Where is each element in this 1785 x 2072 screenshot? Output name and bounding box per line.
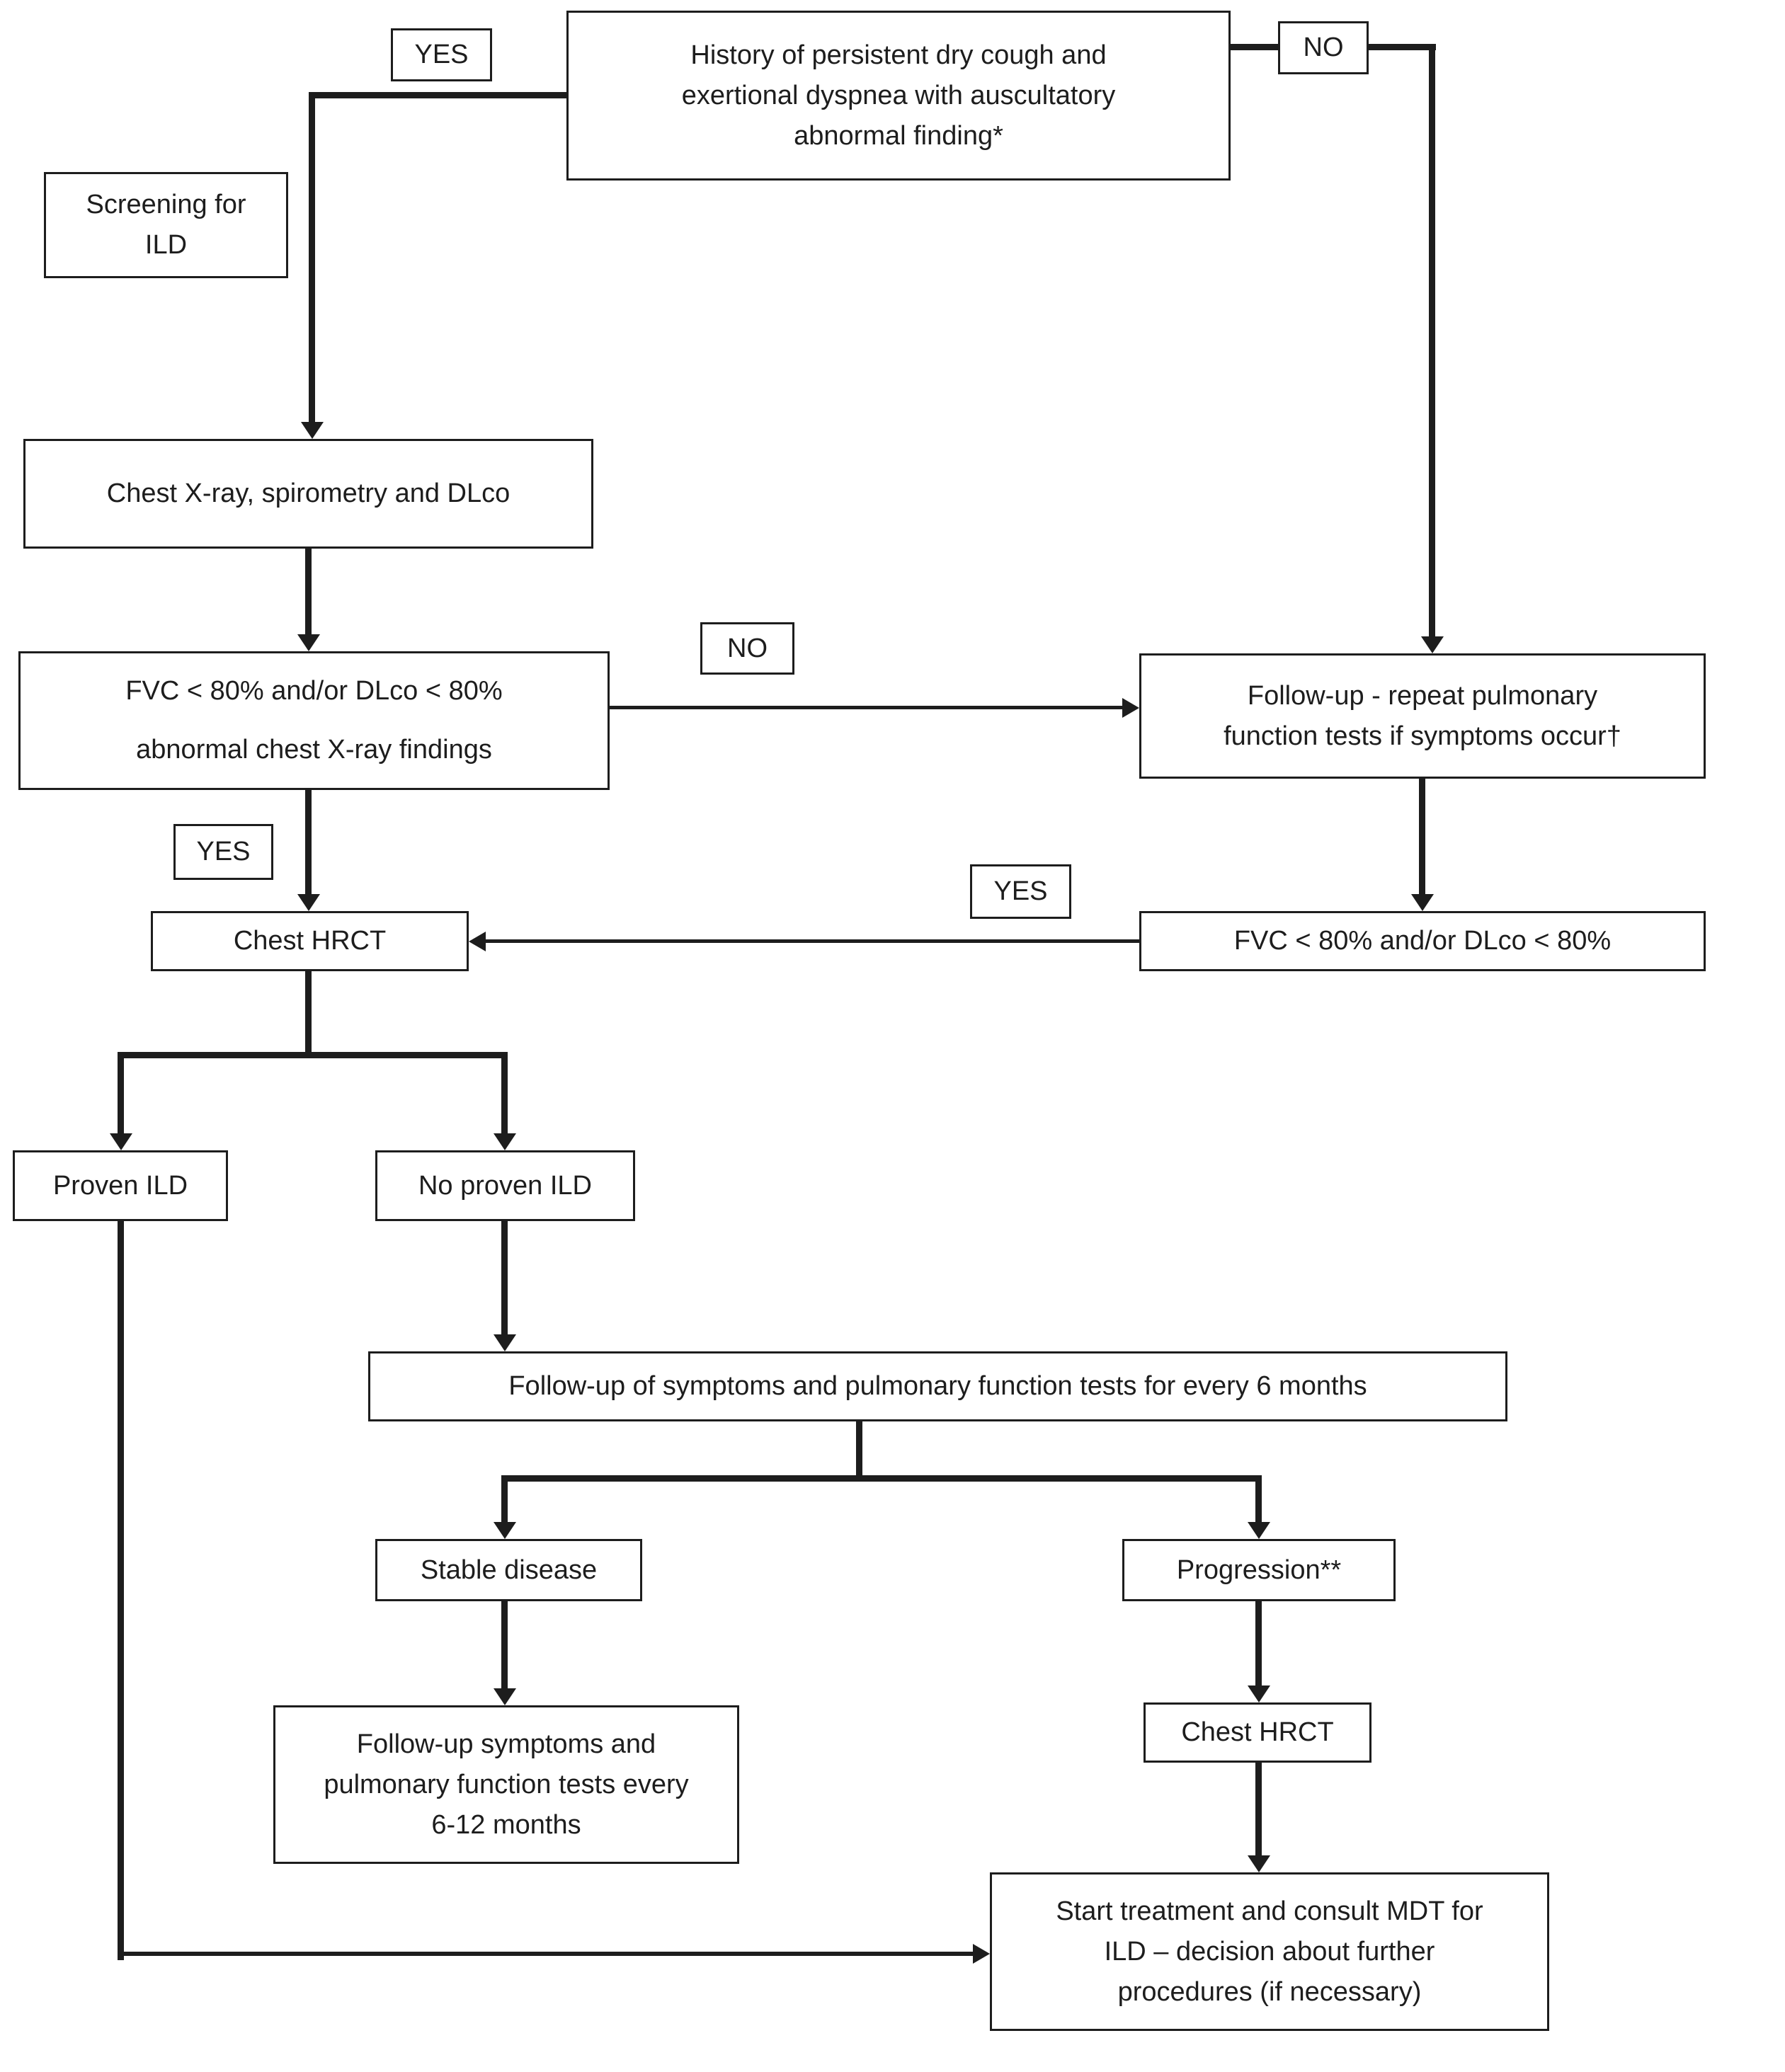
node-proven-ild-label: Proven ILD <box>52 1170 188 1201</box>
node-chest-xray-spirometry <box>23 439 593 549</box>
node-no-proven-ild-label: No proven ILD <box>418 1170 592 1201</box>
node-proven-ild <box>13 1150 228 1221</box>
label-yes-left-text: YES <box>196 837 251 866</box>
label-no-top-text: NO <box>1303 33 1344 62</box>
node-chest-hrct-1 <box>151 911 469 971</box>
label-no-top <box>1278 21 1369 74</box>
node-history-label: History of persistent dry cough and exertional dyspnea with auscultatory abnormal finding* <box>681 40 1116 151</box>
arrowhead-into-fvc-right <box>1411 894 1434 911</box>
connector-stable-to-followup612 <box>501 1600 508 1692</box>
arrowhead-into-fvc-left <box>297 634 320 651</box>
connector-provenild-horizontal <box>118 1952 976 1956</box>
node-followup-6-12-months-label: Follow-up symptoms and pulmonary function tests every 6-12 months <box>324 1729 689 1840</box>
node-fvc-dlco-right-label: FVC < 80% and/or DLco < 80% <box>1233 926 1612 956</box>
arrowhead-into-followup612 <box>494 1688 516 1705</box>
node-screening-ild <box>44 172 288 278</box>
node-screening-ild-label: Screening for ILD <box>86 190 246 260</box>
arrowhead-into-no-proven-ild <box>494 1133 516 1150</box>
node-followup-6-12-months <box>273 1705 739 1864</box>
label-no-mid <box>700 622 794 675</box>
connector-fvcright-yes-horizontal <box>481 939 1139 943</box>
node-chest-xray-spirometry-label: Chest X-ray, spirometry and DLco <box>106 479 511 508</box>
label-yes-left <box>173 824 273 880</box>
arrowhead-into-followup-repeat-left <box>1122 698 1139 718</box>
connector-history-yes-vertical <box>309 92 315 425</box>
node-fvc-dlco-right <box>1139 911 1706 971</box>
arrowhead-into-progression <box>1248 1522 1270 1539</box>
connector-fvc-yes-vertical <box>305 789 312 898</box>
arrowhead-into-chest-hrct-2 <box>1248 1685 1270 1702</box>
arrowhead-into-treatment-left <box>973 1944 990 1964</box>
connector-hrct1-split <box>118 1052 508 1058</box>
connector-provenild-long-vertical <box>118 1220 124 1960</box>
node-history <box>566 11 1231 181</box>
label-no-mid-text: NO <box>727 633 768 663</box>
node-chest-hrct-2-label: Chest HRCT <box>1181 1717 1334 1747</box>
label-yes-top <box>391 28 492 81</box>
arrowhead-into-stable <box>494 1522 516 1539</box>
node-fvc-dlco-abnormal-line1: FVC < 80% and/or DLco < 80% <box>125 676 503 706</box>
connector-to-progression <box>1255 1475 1262 1526</box>
connector-hrct1-stem <box>305 970 312 1058</box>
node-followup-repeat-pft-label: Follow-up - repeat pulmonary function tests if symptoms occur† <box>1224 680 1621 751</box>
connector-progression-to-hrct2 <box>1255 1600 1262 1689</box>
connector-followup-to-fvc-right <box>1419 779 1425 898</box>
arrowhead-into-chest-hrct-1-right <box>469 932 486 951</box>
connector-chestxray-to-fvc <box>305 549 312 638</box>
node-start-treatment-mdt-label: Start treatment and consult MDT for ILD – decision about further procedures (if necessary) <box>1056 1896 1483 2007</box>
arrowhead-into-treatment <box>1248 1855 1270 1872</box>
label-yes-top-text: YES <box>414 40 469 69</box>
arrowhead-into-proven-ild <box>110 1133 132 1150</box>
node-start-treatment-mdt <box>990 1872 1549 2031</box>
connector-to-stable <box>501 1475 508 1526</box>
node-progression <box>1122 1539 1396 1601</box>
node-stable-disease <box>375 1539 642 1601</box>
node-fvc-dlco-abnormal-line2: abnormal chest X-ray findings <box>136 734 492 765</box>
node-fvc-dlco-abnormal <box>18 651 610 790</box>
connector-to-proven-ild <box>118 1052 124 1137</box>
arrowhead-into-chest-hrct-1 <box>297 894 320 911</box>
node-progression-label: Progression** <box>1176 1555 1342 1585</box>
arrowhead-into-followup6 <box>494 1334 516 1351</box>
connector-history-no-vertical <box>1429 44 1435 640</box>
connector-history-yes-horizontal <box>312 92 567 98</box>
node-followup-6-months <box>368 1351 1507 1421</box>
connector-noproven-to-followup6 <box>501 1220 508 1338</box>
node-followup-repeat-pft <box>1139 653 1706 779</box>
connector-hrct2-to-treatment <box>1255 1761 1262 1859</box>
connector-followup6-stem <box>856 1420 862 1481</box>
arrowhead-into-followup-repeat <box>1421 636 1444 653</box>
node-chest-hrct-1-label: Chest HRCT <box>233 926 387 956</box>
label-yes-right <box>970 864 1071 919</box>
node-no-proven-ild <box>375 1150 635 1221</box>
connector-followup6-split <box>501 1475 1262 1482</box>
arrowhead-into-chest-xray <box>301 422 324 439</box>
label-yes-right-text: YES <box>993 876 1048 906</box>
node-followup-6-months-label: Follow-up of symptoms and pulmonary function tests for every 6 months <box>508 1371 1367 1401</box>
connector-to-no-proven-ild <box>501 1052 508 1137</box>
node-chest-hrct-2 <box>1144 1702 1371 1763</box>
node-stable-disease-label: Stable disease <box>420 1555 598 1585</box>
connector-fvc-no-horizontal <box>610 706 1125 709</box>
